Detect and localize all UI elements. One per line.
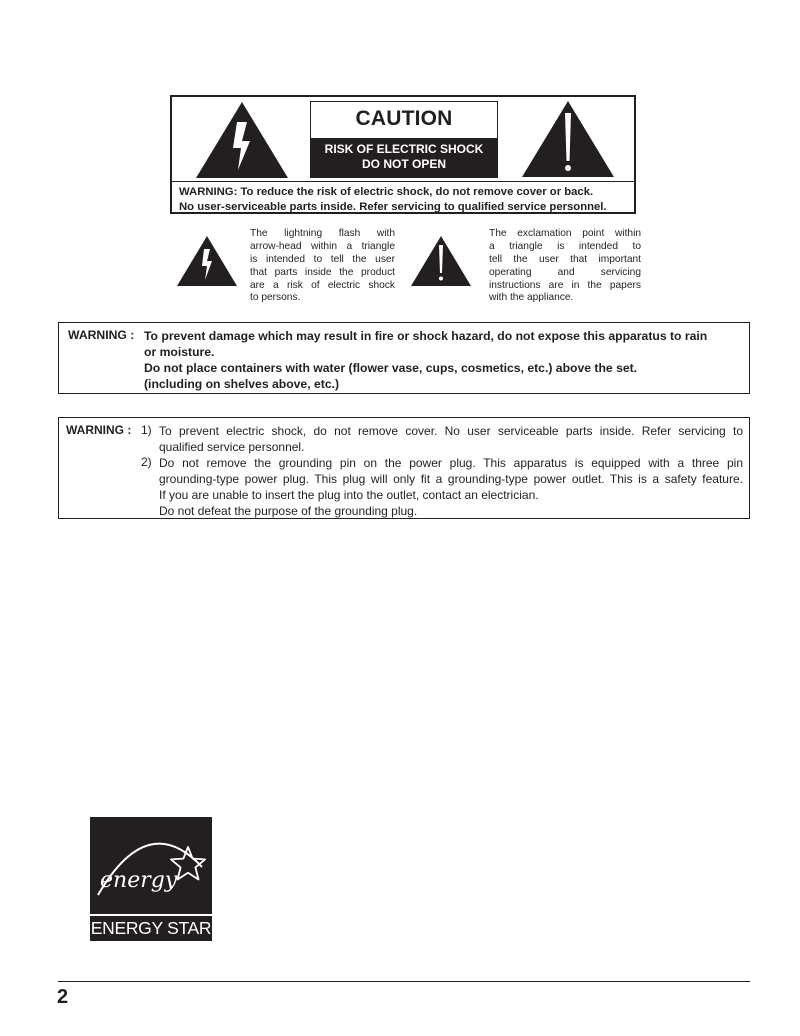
caution-warning-text — [179, 185, 631, 214]
caution-label — [170, 95, 636, 214]
caution-title: CAUTION — [355, 107, 453, 130]
caution-subtitle-line1: RISK OF ELECTRIC SHOCK — [324, 142, 484, 156]
exclamation-symbol-description — [489, 228, 641, 305]
moisture-warning-line: To prevent damage which may result in fire or shock hazard, do not expose this apparatus to rain — [144, 329, 708, 343]
lightning-desc-line: that parts inside the product — [250, 266, 395, 278]
energy-star-label: ENERGY STAR — [90, 914, 212, 941]
caution-divider — [172, 181, 634, 182]
lightning-symbol-description — [250, 228, 395, 305]
warning-item-line: qualified service personnel. — [159, 440, 305, 454]
energy-script-text: energy — [100, 868, 178, 893]
warning-item-line: If you are unable to insert the plug into the outlet, contact an electrician. — [159, 488, 539, 502]
exclamation-desc-line: tell the user that important — [489, 253, 641, 265]
exclamation-triangle-icon — [520, 99, 616, 179]
lightning-triangle-icon — [194, 100, 290, 180]
lightning-desc-line: to persons. — [250, 292, 301, 304]
moisture-warning-line: (including on shelves above, etc.) — [144, 377, 340, 391]
moisture-warning-line: Do not place containers with water (flower vase, cups, cosmetics, etc.) above the set. — [144, 361, 638, 375]
warning-label: WARNING : — [66, 423, 132, 437]
exclamation-desc-line: operating and servicing — [489, 266, 641, 278]
caution-warning-line1: WARNING: To reduce the risk of electric shock, do not remove cover or back. — [179, 186, 594, 198]
lightning-desc-line: arrow-head within a triangle — [250, 240, 395, 252]
exclamation-desc-line: with the appliance. — [489, 292, 574, 304]
footer-rule — [58, 981, 750, 982]
warning-item-line: Do not defeat the purpose of the grounding plug. — [159, 504, 418, 518]
warning-item-text — [159, 455, 743, 519]
exclamation-desc-line: instructions are in the papers — [489, 279, 641, 291]
moisture-warning-box — [58, 322, 750, 394]
warning-item-line: grounding-type power plug. This plug will only fit a grounding-type power outlet. This is a safety feature. — [159, 472, 743, 486]
shock-warning-box — [58, 417, 750, 519]
warning-item-text — [159, 423, 743, 455]
caution-subtitle-panel — [311, 138, 497, 177]
lightning-desc-line: are a risk of electric shock — [250, 279, 395, 291]
caution-center-panel — [310, 101, 498, 178]
exclamation-triangle-icon — [410, 235, 472, 287]
warning-item-number: 2) — [141, 455, 152, 469]
warning-item-number: 1) — [141, 423, 152, 437]
moisture-warning-text — [144, 328, 744, 392]
energy-star-artwork — [90, 817, 212, 914]
caution-warning-line2: No user-serviceable parts inside. Refer servicing to qualified service personnel. — [179, 200, 607, 213]
lightning-triangle-icon — [176, 235, 238, 287]
moisture-warning-line: or moisture. — [144, 345, 215, 359]
lightning-desc-line: is intended to tell the user — [250, 253, 395, 265]
warning-label: WARNING : — [68, 328, 135, 342]
energy-star-logo — [90, 817, 212, 941]
exclamation-desc-line: a triangle is intended to — [489, 240, 641, 252]
warning-item-line: To prevent electric shock, do not remove cover. No user serviceable parts inside. Refer servicing to — [159, 424, 743, 438]
page-number: 2 — [57, 986, 69, 1008]
warning-item-line: Do not remove the grounding pin on the power plug. This apparatus is equipped with a three pin — [159, 456, 743, 470]
exclamation-desc-line: The exclamation point within — [489, 228, 641, 239]
lightning-desc-line: The lightning flash with — [250, 228, 395, 239]
caution-subtitle-line2: DO NOT OPEN — [361, 157, 446, 171]
